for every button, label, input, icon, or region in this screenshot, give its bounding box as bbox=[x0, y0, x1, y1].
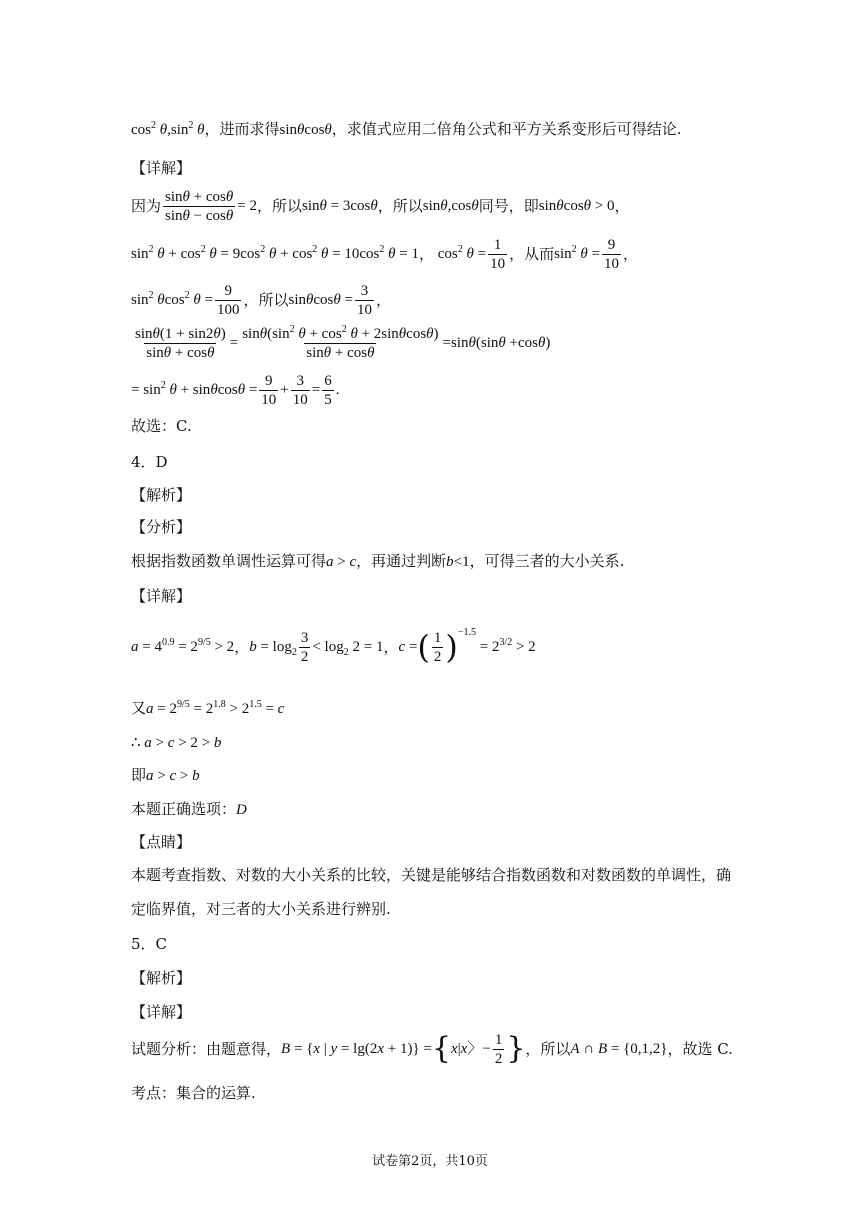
text: ，再通过判断 bbox=[356, 552, 447, 570]
fraction: $\frac{\sin\theta(\sin^2 \theta + \cos^2 \theta + 2\sin\theta\cos\theta)}{\sin\theta + \cos\theta}$ bbox=[242, 323, 439, 361]
text-line-q5: 试题分析：由题意得， B = {x | y = lg(2x + 1)} = { x|x〉− $\frac{1}{2}$ } ，所以 A ∩ B = {0,1,2} ，故选 C. bbox=[131, 1031, 733, 1067]
fraction: $\frac{1}{2}$ bbox=[494, 1031, 503, 1067]
text: ，所以 bbox=[377, 197, 423, 215]
text: ，故选 C. bbox=[667, 1040, 733, 1058]
text-line-dj1: 本题考查指数、对数的大小关系的比较，关键是能够结合指数函数和对数函数的单调性，确 bbox=[131, 866, 732, 884]
text: ，所以 bbox=[256, 197, 302, 215]
text-line-6: = $\sin^2 \theta + \sin\theta\cos\theta$ = $\frac{9}{10}$ + $\frac{3}{10}$ = $\frac{6}{5}$ . bbox=[131, 372, 340, 408]
section-header-analysis: 【解析】 bbox=[131, 486, 192, 504]
fraction: $\frac{3}{2}$ bbox=[300, 629, 309, 665]
text: 本题正确选项： bbox=[131, 800, 237, 818]
section-header-dianjing: 【点睛】 bbox=[131, 833, 192, 851]
section-header-detail: 【详解】 bbox=[131, 159, 192, 177]
section-header-detail-3: 【详解】 bbox=[131, 1003, 192, 1021]
fraction: $\frac{1}{10}$ bbox=[490, 236, 506, 272]
text-line-4: $\sin^2 \theta\cos^2$ θ = $\frac{9}{100}$ ，所以 sinθcosθ = $\frac{3}{10}$ ， bbox=[131, 282, 391, 318]
text-line-5: $\frac{\sin\theta(1 + \sin 2\theta)}{\sin\theta + \cos\theta}$ = $\frac{\sin\theta(\sin^2 \theta + \cos^2 \theta + 2\sin\theta\cos\theta)}{\sin\theta + \cos\theta}$ =sinθ(sinθ +cosθ) bbox=[135, 323, 551, 361]
text-line-ji: 即a > c > b bbox=[131, 766, 200, 784]
choose-line: 故选：C. bbox=[131, 417, 192, 435]
text: ，所以 bbox=[243, 291, 289, 309]
text: ， bbox=[418, 245, 434, 263]
text: ，所以 bbox=[525, 1040, 571, 1058]
text-line-dj2: 定临界值，对三者的大小关系进行辨别. bbox=[131, 900, 391, 918]
text: ，可得三者的大小关系. bbox=[469, 552, 625, 570]
fraction: $\frac{3}{10}$ bbox=[356, 282, 372, 318]
text-line-2: 因为 $\frac{\sin\theta + \cos\theta}{\sin\theta - \cos\theta}$ = 2 ，所以 sinθ = 3cosθ ，所以 sinθ,cosθ 同号，即 sinθcosθ > 0 ， bbox=[131, 188, 630, 224]
section-header-detail-2: 【详解】 bbox=[131, 587, 192, 605]
fraction: $\frac{9}{10}$ bbox=[603, 236, 619, 272]
text: 根据指数函数单调性运算可得 bbox=[131, 552, 327, 570]
text: ，从而 bbox=[509, 245, 555, 263]
text-line-answer bbox=[131, 798, 247, 821]
text: 同号，即 bbox=[478, 197, 539, 215]
text-line-abc: $a = 4^{0.9} = 2^{9/5} > 2$ ， $b = \log_2$ $\frac{3}{2}$ < $\log_2 2 = 1$ ， c = ( $\frac{1}{2}$ ) −1.5 = $2^{3/2} > 2$ bbox=[131, 627, 536, 666]
text-line-kaodian: 考点：集合的运算. bbox=[131, 1084, 256, 1102]
text: 因为 bbox=[131, 197, 162, 215]
text: ，进而求得 bbox=[204, 120, 280, 138]
section-header-analysis-2: 【解析】 bbox=[131, 969, 192, 987]
answer-value: D bbox=[236, 802, 247, 818]
fraction: $\frac{\sin\theta(1 + \sin 2\theta)}{\sin\theta + \cos\theta}$ bbox=[135, 325, 226, 361]
fraction: $\frac{3}{10}$ bbox=[292, 372, 308, 408]
text-line-you: 又$a = 2^{9/5} = 2^{1.8} > 2^{1.5} = c$ bbox=[131, 699, 285, 717]
question-4-answer: 4．D bbox=[131, 453, 168, 471]
section-header-fenxi: 【分析】 bbox=[131, 518, 192, 536]
page-footer: 试卷第2页，共10页 bbox=[372, 1154, 488, 1169]
text-line-3: $\sin^2 \theta + \cos^2 \theta = 9\cos^2$ $\theta + \cos^2 \theta = 10\cos^2$ θ = 1 ， $\cos^2 \theta$ = $\frac{1}{10}$ ，从而 $\sin^2 \theta$ = $\frac{9}{10}$ ， bbox=[131, 236, 638, 272]
text-line-therefore: ∴ a > c > 2 > b bbox=[131, 735, 222, 751]
text: ，求值式应用二倍角公式和平方关系变形后可得结论. bbox=[331, 120, 682, 138]
question-5-answer: 5．C bbox=[131, 935, 168, 953]
text-line-q4-analysis: 根据指数函数单调性运算可得a > c，再通过判断b<1，可得三者的大小关系. bbox=[131, 552, 625, 570]
text: 试题分析：由题意得， bbox=[131, 1040, 282, 1058]
fraction: $\frac{\sin\theta + \cos\theta}{\sin\theta - \cos\theta}$ bbox=[165, 188, 234, 224]
fraction: $\frac{1}{2}$ bbox=[433, 629, 442, 665]
fraction: $\frac{9}{100}$ bbox=[216, 282, 240, 318]
text: 又 bbox=[131, 699, 147, 717]
text: 即 bbox=[131, 766, 147, 784]
text-line-1: $\cos^2 \theta,\sin^2$ θ，进而求得sinθcosθ，求值式应用二倍角公式和平方关系变形后可得结论. bbox=[131, 120, 682, 138]
fraction: $\frac{9}{10}$ bbox=[261, 372, 277, 408]
fraction: $\frac{6}{5}$ bbox=[324, 372, 332, 408]
